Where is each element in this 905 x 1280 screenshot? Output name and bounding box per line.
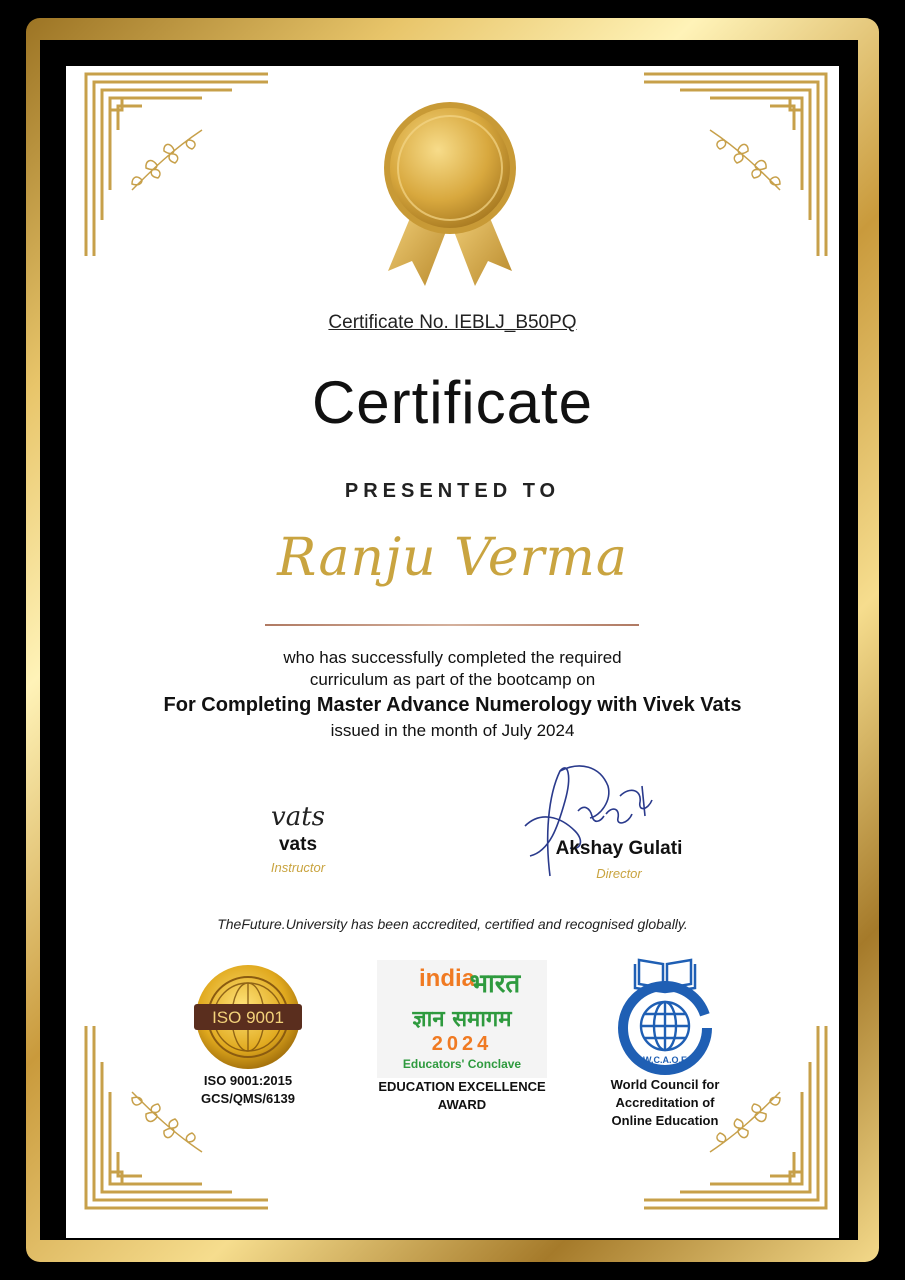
svg-text:W.C.A.O.E: W.C.A.O.E <box>642 1055 688 1065</box>
iso-seal-icon <box>188 962 308 1072</box>
instructor-signature: vats <box>271 802 325 832</box>
iso-badge <box>180 962 316 1108</box>
bharat-gyan-samagam-logo-icon <box>377 960 547 1078</box>
india-label-line-2: AWARD <box>437 1097 487 1112</box>
wcaoe-label-line-3: Online Education <box>611 1113 719 1128</box>
instructor-name: vats <box>278 834 318 855</box>
india-educators-badge <box>372 960 552 1114</box>
instructor-signature-block <box>230 800 366 875</box>
svg-text:2024: 2024 <box>431 1033 493 1055</box>
certificate-number: Certificate No. IEBLJ_B50PQ <box>328 312 577 333</box>
recipient-name: Ranju Verma <box>277 528 628 588</box>
director-name: Akshay Gulati <box>555 838 683 859</box>
wcaoe-seal-icon <box>605 954 725 1076</box>
certificate-title: Certificate <box>311 369 594 436</box>
india-label-line-1: EDUCATION EXCELLENCE <box>378 1079 546 1094</box>
presented-to-label: PRESENTED TO <box>344 480 561 502</box>
issued-date: issued in the month of July 2024 <box>330 721 575 740</box>
corner-ornament-icon <box>640 70 830 260</box>
name-underline <box>265 624 639 626</box>
accreditation-statement: TheFuture.University has been accredited, certified and recognised globally. <box>217 916 688 932</box>
gold-medal-icon <box>370 96 530 296</box>
body-text-line-2: curriculum as part of the bootcamp on <box>309 670 596 689</box>
svg-text:Educators' Conclave: Educators' Conclave <box>402 1057 522 1071</box>
iso-seal-text: ISO 9001 <box>212 1008 284 1027</box>
course-title: For Completing Master Advance Numerology with Vivek Vats <box>163 694 742 716</box>
svg-text:ज्ञान समागम: ज्ञान समागम <box>412 1007 512 1032</box>
iso-label-line-2: GCS/QMS/6139 <box>201 1091 295 1106</box>
svg-text:भारत: भारत <box>469 969 521 999</box>
director-role: Director <box>596 866 642 881</box>
svg-text:india: india <box>418 965 476 992</box>
body-text-line-1: who has successfully completed the required <box>283 648 622 667</box>
wcaoe-label-line-1: World Council for <box>610 1077 720 1092</box>
iso-label-line-1: ISO 9001:2015 <box>203 1073 293 1088</box>
corner-ornament-icon <box>82 70 272 260</box>
wcaoe-badge <box>590 954 740 1130</box>
instructor-role: Instructor <box>270 860 326 875</box>
wcaoe-label-line-2: Accreditation of <box>615 1095 715 1110</box>
